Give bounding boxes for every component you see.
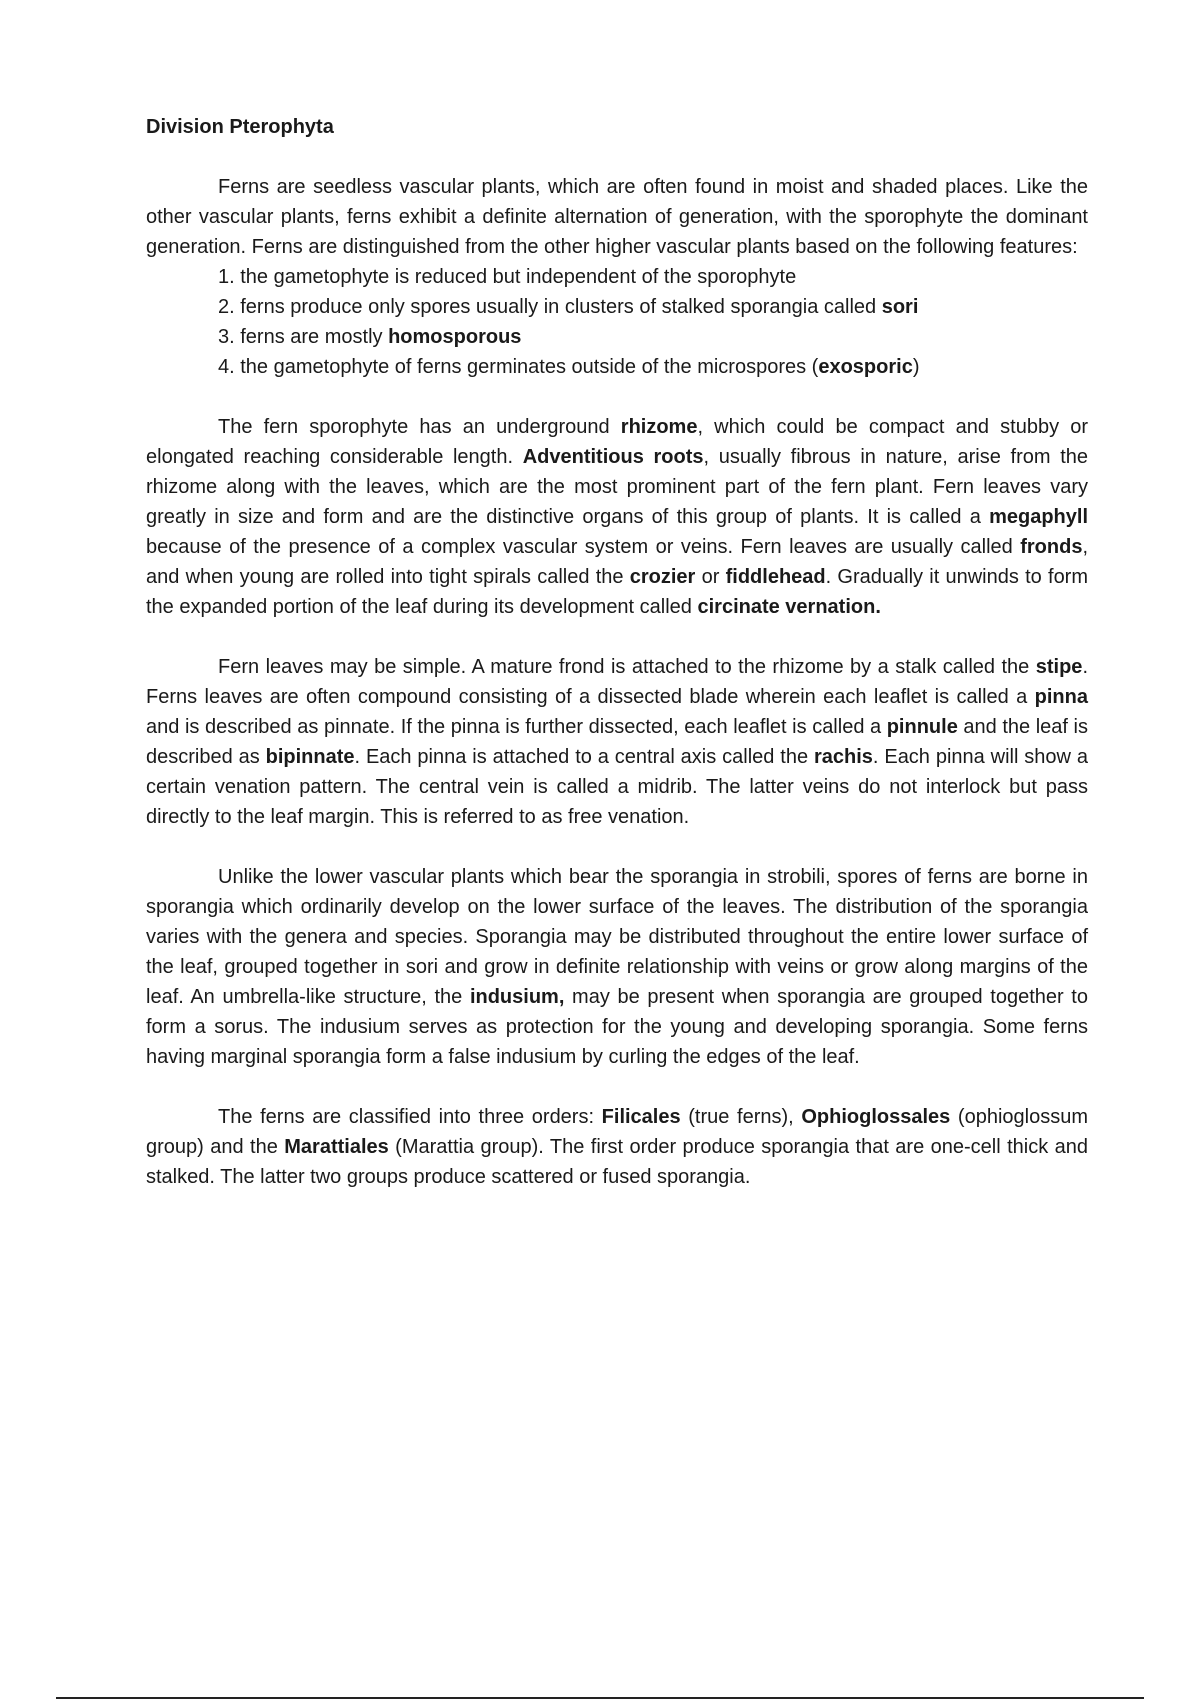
list-item xyxy=(218,262,1088,292)
list-item xyxy=(218,352,1088,382)
text-run: . Ferns leaves are often compound consisting of a dissected blade wherein each leaflet is called a xyxy=(146,656,1088,708)
list-text: the gametophyte of ferns germinates outside of the microspores ( xyxy=(234,356,819,378)
text-run: and is described as pinnate. If the pinna is further dissected, each leaflet is called a xyxy=(146,716,887,738)
list-item xyxy=(218,322,1088,352)
intro-paragraph xyxy=(146,172,1088,262)
term-fronds: fronds xyxy=(1020,536,1083,558)
list-number: 2. xyxy=(218,296,235,318)
term-pinnule: pinnule xyxy=(886,716,958,738)
list-item xyxy=(218,292,1088,322)
term-marattiales: Marattiales xyxy=(284,1136,389,1158)
orders-paragraph xyxy=(146,1102,1088,1192)
text-run: Unlike the lower vascular plants which bear the sporangia in strobili, spores of ferns are borne in sporangia which ordinarily develop on the lower surface of the leaves. The distribution of the sporangia varies with the genera and species. Sporangia may be distributed throughout the entire lower surface of the leaf, grouped together in sori and grow in definite relationship with veins or grow along margins of the leaf. An umbrella-like structure, the xyxy=(146,866,1088,1008)
text-run: The ferns are classified into three orders: xyxy=(218,1106,602,1128)
text-run: The fern sporophyte has an underground xyxy=(218,416,621,438)
list-text: the gametophyte is reduced but independent of the sporophyte xyxy=(234,266,797,288)
document-page xyxy=(146,112,1088,1222)
text-run: Fern leaves may be simple. A mature frond is attached to the rhizome by a stalk called the xyxy=(218,656,1036,678)
text-run: because of the presence of a complex vascular system or veins. Fern leaves are usually called xyxy=(146,536,1021,558)
list-number: 4. xyxy=(218,356,235,378)
text-run: (Marattia group). The first order produce sporangia that are one-cell thick and stalked. The latter two groups produce scattered or fused sporangia. xyxy=(146,1136,1088,1188)
sporophyte-paragraph xyxy=(146,412,1088,622)
term-megaphyll: megaphyll xyxy=(989,506,1088,528)
term-homosporous: homosporous xyxy=(388,326,522,348)
text-run: . Each pinna will show a certain venation pattern. The central vein is called a midrib. The latter veins do not interlock but pass directly to the leaf margin. This is referred to as free venation. xyxy=(146,746,1088,828)
term-ophioglossales: Ophioglossales xyxy=(801,1106,951,1128)
text-run: may be present when sporangia are grouped together to form a sorus. The indusium serves as protection for the young and developing sporangia. Some ferns having marginal sporangia form a false indusium by curling the edges of the leaf. xyxy=(146,986,1088,1068)
text-run: and the leaf is described as xyxy=(146,716,1088,768)
text-run: . Each pinna is attached to a central axis called the xyxy=(354,746,814,768)
term-pinna: pinna xyxy=(1034,686,1088,708)
term-exosporic: exosporic xyxy=(818,356,913,378)
term-rachis: rachis xyxy=(813,746,873,768)
list-text: ) xyxy=(912,356,920,378)
text-run: (ophioglossum group) and the xyxy=(146,1106,1088,1158)
list-text: ferns are mostly xyxy=(234,326,389,348)
list-number: 3. xyxy=(218,326,235,348)
term-bipinnate: bipinnate xyxy=(265,746,355,768)
page-title: Division Pterophyta xyxy=(146,116,334,138)
sporangia-paragraph xyxy=(146,862,1088,1072)
text-run: (true ferns), xyxy=(680,1106,802,1128)
term-sori: sori xyxy=(881,296,919,318)
term-indusium: indusium, xyxy=(469,986,565,1008)
list-text: ferns produce only spores usually in clusters of stalked sporangia called xyxy=(234,296,882,318)
text-run: or xyxy=(695,566,726,588)
term-rhizome: rhizome xyxy=(620,416,698,438)
intro-text: Ferns are seedless vascular plants, which are often found in moist and shaded places. Like the other vascular plants, ferns exhibit a definite alternation of generation, with the sporophyte the dominant generation. Ferns are distinguished from the other higher vascular plants based on the following features: xyxy=(146,176,1088,258)
text-run: , usually fibrous in nature, arise from the rhizome along with the leaves, which are the most prominent part of the fern plant. Fern leaves vary greatly in size and form and are the distinctive organs of this group of plants. It is called a xyxy=(146,446,1088,528)
term-fiddlehead: fiddlehead xyxy=(725,566,826,588)
text-run: , and when young are rolled into tight spirals called the xyxy=(146,536,1088,588)
leaves-paragraph xyxy=(146,652,1088,832)
term-circinate-vernation: circinate vernation. xyxy=(697,596,881,618)
term-adventitious-roots: Adventitious roots xyxy=(522,446,704,468)
features-list xyxy=(146,262,1088,382)
term-filicales: Filicales xyxy=(601,1106,681,1128)
text-run: . Gradually it unwinds to form the expanded portion of the leaf during its development called xyxy=(146,566,1089,618)
term-stipe: stipe xyxy=(1035,656,1083,678)
footer-rule xyxy=(56,1697,1144,1699)
text-run: , which could be compact and stubby or elongated reaching considerable length. xyxy=(146,416,1089,468)
list-number: 1. xyxy=(218,266,235,288)
term-crozier: crozier xyxy=(629,566,696,588)
